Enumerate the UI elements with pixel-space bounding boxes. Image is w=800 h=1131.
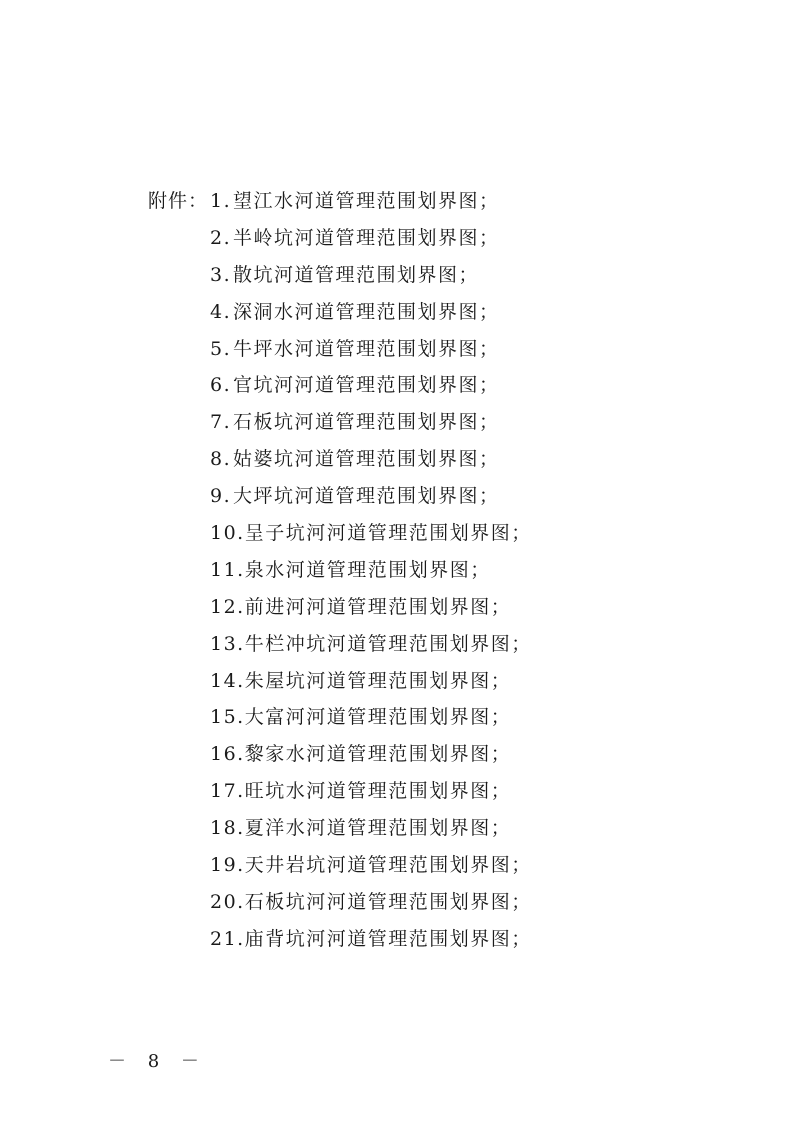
attachment-item xyxy=(210,737,532,774)
attachment-item-text: 姑婆坑河道管理范围划界图； xyxy=(233,448,500,471)
attachment-item-number: 19. xyxy=(210,854,245,877)
attachment-item-text: 深洞水河道管理范围划界图； xyxy=(233,300,500,323)
attachment-item xyxy=(210,700,532,737)
attachment-list xyxy=(210,184,532,959)
attachment-item-text: 旺坑水河道管理范围划界图； xyxy=(244,780,512,803)
attachment-item-text: 夏洋水河道管理范围划界图； xyxy=(244,817,512,840)
attachment-item xyxy=(210,184,532,221)
attachment-item-number: 14. xyxy=(210,669,245,692)
attachment-item xyxy=(210,774,532,811)
attachment-item-number: 6. xyxy=(210,374,232,397)
page-number: － 8 － xyxy=(108,1051,207,1072)
attachment-item-text: 望江水河道管理范围划界图； xyxy=(233,190,500,212)
attachment-item-text: 泉水河道管理范围划界图； xyxy=(244,558,491,581)
attachment-item-number: 8. xyxy=(210,448,232,471)
attachment-item-text: 朱屋坑河道管理范围划界图； xyxy=(244,669,512,692)
attachment-item-text: 官坑河河道管理范围划界图； xyxy=(233,374,500,397)
attachment-item xyxy=(210,479,532,516)
attachment-item xyxy=(210,811,532,848)
attachment-item xyxy=(210,295,532,332)
attachment-item-number: 15. xyxy=(210,706,245,729)
attachment-item-number: 12. xyxy=(210,595,245,618)
attachment-item xyxy=(210,516,532,553)
attachment-item-number: 9. xyxy=(210,485,232,508)
attachment-item xyxy=(210,442,532,479)
attachment-item-number: 2. xyxy=(210,226,232,249)
attachment-item-text: 大坪坑河道管理范围划界图； xyxy=(233,485,500,508)
attachment-item-number: 17. xyxy=(210,780,245,803)
attachment-item-number: 3. xyxy=(210,263,232,286)
attachment-item xyxy=(210,368,532,405)
attachment-item xyxy=(210,885,532,922)
attachment-item-text: 大富河河道管理范围划界图； xyxy=(244,706,512,729)
attachment-item-number: 4. xyxy=(210,300,232,323)
attachment-item xyxy=(210,332,532,369)
attachment-item-number: 21. xyxy=(210,927,245,950)
attachment-item-number: 7. xyxy=(210,411,232,434)
attachment-item-number: 1. xyxy=(210,190,232,212)
attachment-item-number: 5. xyxy=(210,337,232,360)
attachment-item-number: 18. xyxy=(210,817,245,840)
attachment-item-number: 13. xyxy=(210,632,245,655)
attachment-item xyxy=(210,405,532,442)
attachment-item xyxy=(210,221,532,258)
attachment-item-number: 11. xyxy=(210,558,245,581)
attachment-item-text: 牛栏冲坑河道管理范围划界图； xyxy=(244,632,532,655)
attachment-item xyxy=(210,553,532,590)
attachment-item-text: 黎家水河道管理范围划界图； xyxy=(244,743,512,766)
attachment-item-text: 半岭坑河道管理范围划界图； xyxy=(233,226,500,249)
attachment-item-text: 庙背坑河河道管理范围划界图； xyxy=(244,927,532,950)
attachment-item-text: 天井岩坑河道管理范围划界图； xyxy=(244,854,532,877)
attachment-item xyxy=(210,258,532,295)
attachment-item-text: 牛坪水河道管理范围划界图； xyxy=(233,337,500,360)
attachment-item-text: 呈子坑河河道管理范围划界图； xyxy=(244,522,532,545)
attachment-item xyxy=(210,590,532,627)
attachment-item xyxy=(210,848,532,885)
attachment-item-text: 石板坑河河道管理范围划界图； xyxy=(244,890,532,913)
attachment-item-number: 16. xyxy=(210,743,245,766)
attachment-item-number: 20. xyxy=(210,890,245,913)
attachment-label: 附件： xyxy=(148,190,209,212)
attachment-item xyxy=(210,664,532,701)
attachment-item-number: 10. xyxy=(210,522,245,545)
attachment-item-text: 散坑河道管理范围划界图； xyxy=(233,263,480,286)
attachment-item-text: 石板坑河道管理范围划界图； xyxy=(233,411,500,434)
attachment-item xyxy=(210,922,532,959)
attachment-item-text: 前进河河道管理范围划界图； xyxy=(244,595,512,618)
attachment-item xyxy=(210,627,532,664)
